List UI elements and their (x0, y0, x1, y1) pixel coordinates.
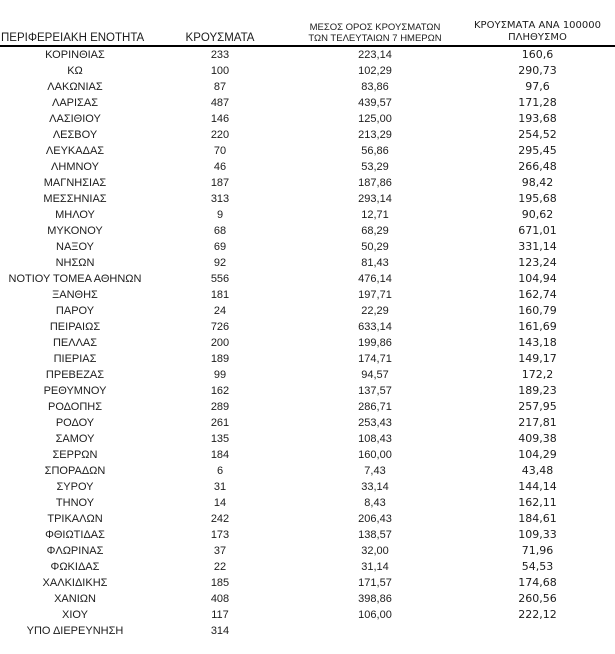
column-header-cases-label: ΚΡΟΥΣΜΑΤΑ (185, 31, 255, 44)
cell-region: ΚΩ (67, 65, 83, 77)
cell-cases: 162 (210, 385, 230, 397)
cell-avg7: 83,86 (361, 81, 389, 93)
cell-per100k: 409,38 (518, 432, 557, 445)
cell-cases: 14 (213, 497, 227, 509)
cell-cases: 100 (210, 65, 230, 77)
cell-cases: 87 (213, 81, 227, 93)
cell-cases: 220 (210, 129, 230, 141)
cell-region: ΛΑΣΙΘΙΟΥ (49, 113, 101, 125)
cell-cases: 37 (213, 545, 227, 557)
cell-avg7: 22,29 (361, 305, 389, 317)
cell-region: ΠΑΡΟΥ (55, 305, 95, 317)
cell-per100k: 331,14 (518, 240, 557, 253)
table-row (0, 191, 615, 207)
cell-region: ΝΗΣΩΝ (55, 257, 95, 269)
cell-per100k: 260,56 (518, 592, 557, 605)
cell-avg7: 286,71 (358, 401, 392, 413)
cell-region: ΛΗΜΝΟΥ (51, 161, 99, 173)
cell-cases: 31 (213, 481, 227, 493)
cell-per100k: 144,14 (518, 480, 557, 493)
table-row (0, 383, 615, 399)
cell-avg7: 223,14 (358, 49, 392, 61)
cell-region: ΦΩΚΙΔΑΣ (50, 561, 100, 573)
cell-avg7: 53,29 (361, 161, 389, 173)
cell-cases: 200 (210, 337, 230, 349)
column-header-cases (150, 32, 290, 45)
column-header-region-label: ΠΕΡΙΦΕΡΕΙΑΚΗ ΕΝΟΤΗΤΑ (1, 31, 145, 44)
cell-region: ΛΑΡΙΣΑΣ (51, 97, 98, 109)
cell-cases: 185 (210, 577, 230, 589)
table-row (0, 623, 615, 639)
cell-per100k: 195,68 (518, 192, 557, 205)
cell-per100k: 189,23 (518, 384, 557, 397)
table-row (0, 351, 615, 367)
cell-cases: 261 (210, 417, 230, 429)
cell-avg7: 31,14 (361, 561, 389, 573)
cell-region: ΦΛΩΡΙΝΑΣ (46, 545, 104, 557)
cell-region: ΣΑΜΟΥ (55, 433, 95, 445)
cell-cases: 556 (210, 273, 230, 285)
cell-per100k: 295,45 (518, 144, 557, 157)
cell-per100k: 149,17 (518, 352, 557, 365)
cell-avg7: 94,57 (361, 369, 389, 381)
cell-per100k: 43,48 (521, 464, 554, 477)
column-header-per100k-line1: ΚΡΟΥΣΜΑΤΑ ΑΝΑ 100000 (474, 20, 601, 31)
cell-cases: 181 (210, 289, 230, 301)
table-row (0, 495, 615, 511)
cell-cases: 313 (210, 193, 230, 205)
cell-per100k: 193,68 (518, 112, 557, 125)
cell-region: ΠΙΕΡΙΑΣ (53, 353, 97, 365)
cell-region: ΧΑΛΚΙΔΙΚΗΣ (42, 577, 108, 589)
cell-region: ΠΡΕΒΕΖΑΣ (45, 369, 105, 381)
cell-per100k: 184,61 (518, 512, 557, 525)
cell-avg7: 106,00 (358, 609, 392, 621)
cell-region: ΤΡΙΚΑΛΩΝ (47, 513, 103, 525)
cell-cases: 726 (210, 321, 230, 333)
cell-avg7: 293,14 (358, 193, 392, 205)
cell-avg7: 199,86 (358, 337, 392, 349)
cell-region: ΛΕΣΒΟΥ (52, 129, 98, 141)
cell-per100k: 171,28 (518, 96, 557, 109)
cell-per100k: 217,81 (518, 416, 557, 429)
cell-region: ΠΕΙΡΑΙΩΣ (49, 321, 101, 333)
column-header-avg7-line1: ΜΕΣΟΣ ΟΡΟΣ ΚΡΟΥΣΜΑΤΩΝ (309, 22, 441, 33)
cell-cases: 289 (210, 401, 230, 413)
table-row (0, 95, 615, 111)
table-row (0, 447, 615, 463)
cell-per100k: 671,01 (518, 224, 557, 237)
cell-per100k: 104,94 (518, 272, 557, 285)
cell-avg7: 171,57 (358, 577, 392, 589)
cell-per100k: 290,73 (518, 64, 557, 77)
cell-per100k: 162,11 (518, 496, 557, 509)
table-row (0, 399, 615, 415)
cell-cases: 6 (216, 465, 224, 477)
cell-cases: 69 (213, 241, 227, 253)
cell-cases: 189 (210, 353, 230, 365)
cell-region: ΦΘΙΩΤΙΔΑΣ (45, 529, 105, 541)
cell-region: ΣΠΟΡΑΔΩΝ (44, 465, 106, 477)
cell-cases: 314 (210, 625, 230, 637)
cell-avg7: 633,14 (358, 321, 392, 333)
cell-cases: 184 (210, 449, 230, 461)
cell-avg7: 108,43 (358, 433, 392, 445)
cell-cases: 99 (213, 369, 227, 381)
cell-avg7: 7,43 (364, 465, 386, 477)
cell-per100k: 123,24 (518, 256, 557, 269)
cell-avg7: 137,57 (358, 385, 392, 397)
table-row (0, 527, 615, 543)
table-row (0, 47, 615, 63)
table-row (0, 415, 615, 431)
column-header-per100k-line2: ΠΛΗΘΥΣΜΟ (508, 32, 567, 43)
cell-per100k: 162,74 (518, 288, 557, 301)
cell-per100k: 160,79 (518, 304, 557, 317)
cell-region: ΣΥΡΟΥ (56, 481, 94, 493)
table-row (0, 607, 615, 623)
table-row (0, 463, 615, 479)
cell-per100k: 97,6 (525, 80, 550, 93)
cell-region: ΤΗΝΟΥ (55, 497, 95, 509)
cell-cases: 233 (210, 49, 230, 61)
cell-cases: 187 (210, 177, 230, 189)
table-row (0, 575, 615, 591)
cell-region: ΠΕΛΛΑΣ (52, 337, 98, 349)
cell-region: ΝΑΞΟΥ (56, 241, 94, 253)
column-header-avg7-line2: ΤΩΝ ΤΕΛΕΥΤΑΙΩΝ 7 ΗΜΕΡΩΝ (308, 32, 442, 44)
table-row (0, 271, 615, 287)
cell-cases: 92 (213, 257, 227, 269)
cell-avg7: 187,86 (358, 177, 392, 189)
cell-cases: 24 (213, 305, 227, 317)
table-row (0, 111, 615, 127)
cell-per100k: 174,68 (518, 576, 557, 589)
cell-region: ΜΕΣΣΗΝΙΑΣ (43, 193, 107, 205)
cell-per100k: 254,52 (518, 128, 557, 141)
table-row (0, 143, 615, 159)
table-row (0, 511, 615, 527)
cell-region: ΝΟΤΙΟΥ ΤΟΜΕΑ ΑΘΗΝΩΝ (8, 273, 142, 285)
cell-cases: 173 (210, 529, 230, 541)
table-row (0, 239, 615, 255)
cell-per100k: 98,42 (521, 176, 554, 189)
cell-avg7: 138,57 (358, 529, 392, 541)
column-header-avg7 (290, 23, 460, 44)
cell-avg7: 8,43 (364, 497, 386, 509)
cell-region: ΧΑΝΙΩΝ (54, 593, 96, 605)
cell-avg7: 439,57 (358, 97, 392, 109)
table-row (0, 479, 615, 495)
cell-region: ΧΙΟΥ (62, 609, 88, 621)
cell-region: ΡΟΔΟΥ (55, 417, 95, 429)
cell-region: ΛΕΥΚΑΔΑΣ (45, 145, 105, 157)
cell-cases: 487 (210, 97, 230, 109)
cell-avg7: 33,14 (361, 481, 389, 493)
cell-avg7: 50,29 (361, 241, 389, 253)
cell-per100k: 172,2 (521, 368, 554, 381)
cell-region: ΜΗΛΟΥ (55, 209, 95, 221)
cell-avg7: 56,86 (361, 145, 389, 157)
cell-avg7: 253,43 (358, 417, 392, 429)
cell-avg7: 32,00 (361, 545, 389, 557)
cell-avg7: 197,71 (358, 289, 392, 301)
cell-per100k: 160,6 (521, 48, 554, 61)
cell-per100k: 54,53 (521, 560, 554, 573)
cell-avg7: 206,43 (358, 513, 392, 525)
table-row (0, 431, 615, 447)
table-body (0, 47, 615, 639)
cell-cases: 22 (213, 561, 227, 573)
cell-avg7 (290, 623, 460, 639)
table-row (0, 335, 615, 351)
cell-cases: 408 (210, 593, 230, 605)
cell-per100k: 71,96 (521, 544, 554, 557)
cell-avg7: 12,71 (361, 209, 389, 221)
cell-per100k (460, 623, 615, 639)
cell-per100k: 257,95 (518, 400, 557, 413)
cell-per100k: 90,62 (521, 208, 554, 221)
cell-cases: 46 (213, 161, 227, 173)
table-row (0, 63, 615, 79)
cell-per100k: 143,18 (518, 336, 557, 349)
cell-cases: 9 (216, 209, 224, 221)
cell-region: ΡΕΘΥΜΝΟΥ (43, 385, 107, 397)
cell-avg7: 476,14 (358, 273, 392, 285)
cell-cases: 70 (213, 145, 227, 157)
cell-avg7: 81,43 (361, 257, 389, 269)
cell-per100k: 222,12 (518, 608, 557, 621)
cell-region: ΞΑΝΘΗΣ (52, 289, 98, 301)
table-row (0, 79, 615, 95)
cell-cases: 117 (211, 609, 229, 621)
table-row (0, 543, 615, 559)
table-header-row (0, 0, 615, 47)
cell-region: ΚΟΡΙΝΘΙΑΣ (45, 49, 105, 61)
cell-cases: 135 (210, 433, 230, 445)
cell-avg7: 174,71 (358, 353, 392, 365)
table-row (0, 223, 615, 239)
cell-per100k: 161,69 (518, 320, 557, 333)
table-row (0, 159, 615, 175)
cell-avg7: 398,86 (358, 593, 392, 605)
cell-per100k: 266,48 (518, 160, 557, 173)
table-row (0, 175, 615, 191)
cell-region: ΜΑΓΝΗΣΙΑΣ (43, 177, 107, 189)
cell-cases: 146 (210, 113, 230, 125)
table-row (0, 559, 615, 575)
table-row (0, 207, 615, 223)
table-row (0, 591, 615, 607)
table-row (0, 367, 615, 383)
table-row (0, 255, 615, 271)
cell-region: ΡΟΔΟΠΗΣ (47, 401, 103, 413)
cell-region: ΥΠΟ ΔΙΕΡΕΥΝΗΣΗ (26, 625, 124, 637)
table-row (0, 127, 615, 143)
table-row (0, 319, 615, 335)
cell-avg7: 213,29 (358, 129, 392, 141)
column-header-region (0, 32, 150, 45)
cell-region: ΣΕΡΡΩΝ (52, 449, 98, 461)
cell-per100k: 109,33 (518, 528, 557, 541)
cell-avg7: 102,29 (358, 65, 392, 77)
cell-per100k: 104,29 (518, 448, 557, 461)
cell-cases: 68 (213, 225, 227, 237)
table-row (0, 287, 615, 303)
cell-region: ΜΥΚΟΝΟΥ (47, 225, 103, 237)
cell-avg7: 160,00 (358, 449, 392, 461)
column-header-per100k (460, 20, 615, 44)
cell-avg7: 125,00 (358, 113, 392, 125)
cell-avg7: 68,29 (361, 225, 389, 237)
cell-region: ΛΑΚΩΝΙΑΣ (47, 81, 103, 93)
cell-cases: 242 (210, 513, 230, 525)
table-row (0, 303, 615, 319)
